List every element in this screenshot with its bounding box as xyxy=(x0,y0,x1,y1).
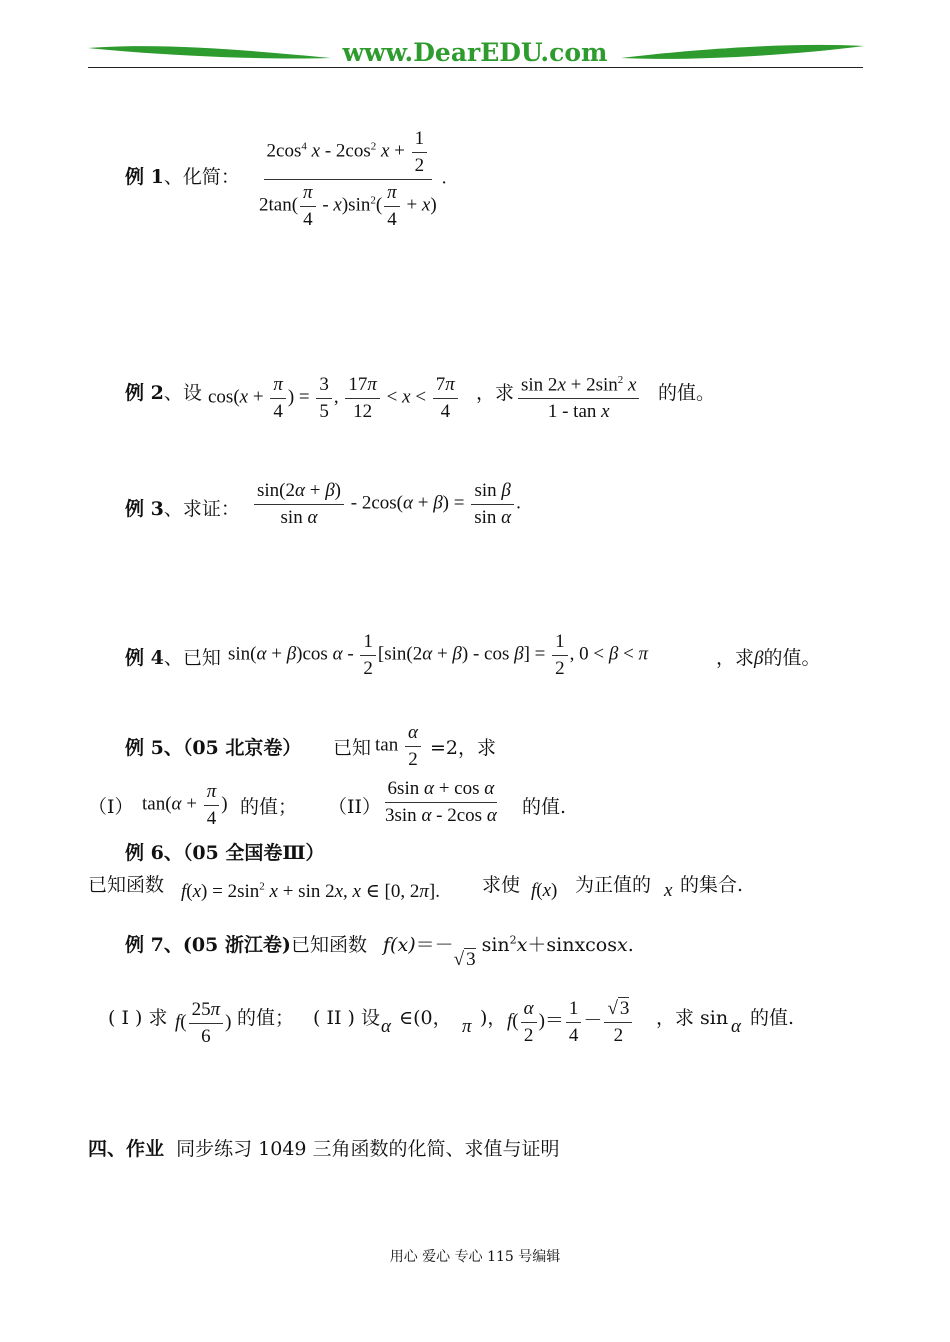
example-7-pi: π xyxy=(462,1016,472,1037)
example-6-mid: 求使 xyxy=(482,874,521,896)
example-7-label: 例 7、(05 浙江卷) xyxy=(125,934,291,956)
example-1-denominator: 2tan( $\frac{\pi}{4}$ - $x)\sin^2$( $\frac{\pi}{4}$ + x) xyxy=(259,181,437,230)
example-5-given-suffix: =2，求 xyxy=(430,737,497,759)
example-1 xyxy=(125,162,240,189)
example-7-ask-alpha: α xyxy=(731,1016,741,1037)
example-1-expression: $2\cos^4$ x - $2\cos^2$ x + $\frac{1}{2}$ 2tan( $\frac{\pi}{4}$ - $x)\sin^2$( $\frac{\pi}{4}$ + x) . xyxy=(254,128,446,230)
example-6-fx: f(x) xyxy=(531,880,558,901)
example-2-target: $\frac{\sin 2x + 2\sin^2 x}{\text{1 - tan x}}$ xyxy=(516,374,641,423)
example-7-interval: ∈(0， xyxy=(399,1007,452,1029)
example-5-given: tan $\frac{\alpha}{2}$ xyxy=(375,722,423,771)
example-4-prompt: 、已知 xyxy=(163,647,221,669)
example-7-given-prefix: 已知函数 xyxy=(291,934,368,956)
example-4-label: 例 4 xyxy=(125,647,164,669)
example-7-ask-suffix: 的值. xyxy=(750,1007,795,1029)
page-footer: 用心 爱心 专心 115 号编辑 xyxy=(389,1249,561,1265)
example-3 xyxy=(125,494,240,521)
example-4-suffix: 的值。 xyxy=(763,647,821,669)
example-2-suffix: 的值。 xyxy=(658,382,716,404)
example-7-func: f(x)＝－√ 3 $\sin^2x+sinxcosx$. xyxy=(383,933,634,970)
example-6-given-prefix: 已知函数 xyxy=(88,874,165,896)
site-logo-text[interactable]: www.DearEDU.com xyxy=(342,38,608,67)
example-6-func: $f(x) = 2\sin^2$ x + sin 2x, x ∈ [0, 2π]. xyxy=(181,880,440,902)
homework-section xyxy=(88,1134,560,1161)
example-4-tail xyxy=(716,643,821,670)
example-7-part1-suffix: 的值； xyxy=(237,1007,295,1029)
example-5-part1: tan(α + $\frac{\pi}{4}$ ) xyxy=(142,781,228,829)
example-3-prompt: 、求证： xyxy=(163,498,240,520)
example-4 xyxy=(125,643,221,670)
example-5-part2-prefix: （II） xyxy=(328,796,382,818)
homework-heading: 四、作业 xyxy=(88,1138,165,1160)
example-1-label: 例 1 xyxy=(125,166,164,188)
example-7-ask: ，求 sin xyxy=(656,1007,729,1029)
header-divider xyxy=(88,67,863,68)
example-7-part1: ( I ) 求 xyxy=(108,1007,168,1029)
example-7-func-lhs: f(x) xyxy=(383,934,416,956)
example-7-condition: f( $\frac{\alpha}{2}$ )＝ $\frac{1}{4}$ － $\frac{√ 3}{2}$ xyxy=(507,998,634,1047)
example-2-label: 例 2 xyxy=(125,382,164,404)
example-3-label: 例 3 xyxy=(125,498,164,520)
example-1-fraction xyxy=(256,128,440,230)
example-2-condition: cos(x + $\frac{\pi}{4}$ ) = $\frac{3}{5}$ , $\frac{17\pi}{12}$ < x < $\frac{7\pi}{4}$ xyxy=(208,374,460,423)
example-7-part2: ( II ) 设 xyxy=(313,1007,380,1029)
example-4-var: β xyxy=(754,648,764,669)
example-1-numerator: $2\cos^4$ x - $2\cos^2$ x + $\frac{1}{2}$ xyxy=(264,128,433,180)
example-4-condition: sin(α + β)cos α - $\frac{1}{2}$ [sin(2α + β) - cos β] = $\frac{1}{2}$ , 0 < β < π xyxy=(228,631,649,679)
example-4-mid: ，求 xyxy=(716,647,755,669)
example-7-alpha: α xyxy=(381,1016,391,1037)
example-2-mid: ，求 xyxy=(476,382,515,404)
example-6-x: x xyxy=(664,880,673,901)
example-5-given-prefix: 已知 xyxy=(333,737,372,759)
example-5-part2-suffix: 的值. xyxy=(522,796,567,818)
example-7-part1-expr: f( $\frac{25\pi}{6}$ ) xyxy=(175,999,232,1047)
example-6-mid2: 为正值的 xyxy=(575,874,652,896)
homework-text: 同步练习 1049 三角函数的化简、求值与证明 xyxy=(176,1138,560,1160)
example-7-interval-close: )， xyxy=(480,1007,507,1029)
example-2 xyxy=(125,378,202,405)
example-3-identity: $\frac{\sin(2\alpha + \beta)}{\text{sin α}}$ - 2cos(α + β) = $\frac{\text{sin β}}{\text{sin α}}$ . xyxy=(252,480,521,529)
example-5-label: 例 5、（05 北京卷） xyxy=(125,737,302,759)
example-6-suffix: 的集合. xyxy=(680,874,744,896)
example-1-prompt: 、化简： xyxy=(163,166,240,188)
example-5-part2: $\frac{\text{6sin α + cos α}}{\text{3sin α - 2cos α}}$ xyxy=(385,778,497,826)
example-5-part1-prefix: （I） xyxy=(88,796,134,818)
example-5-part1-suffix: 的值； xyxy=(240,796,298,818)
example-7-sqrt3: √ 3 xyxy=(453,949,476,970)
example-2-prompt: 、设 xyxy=(163,382,202,404)
example-6-label: 例 6、（05 全国卷Ⅲ） xyxy=(125,842,325,864)
